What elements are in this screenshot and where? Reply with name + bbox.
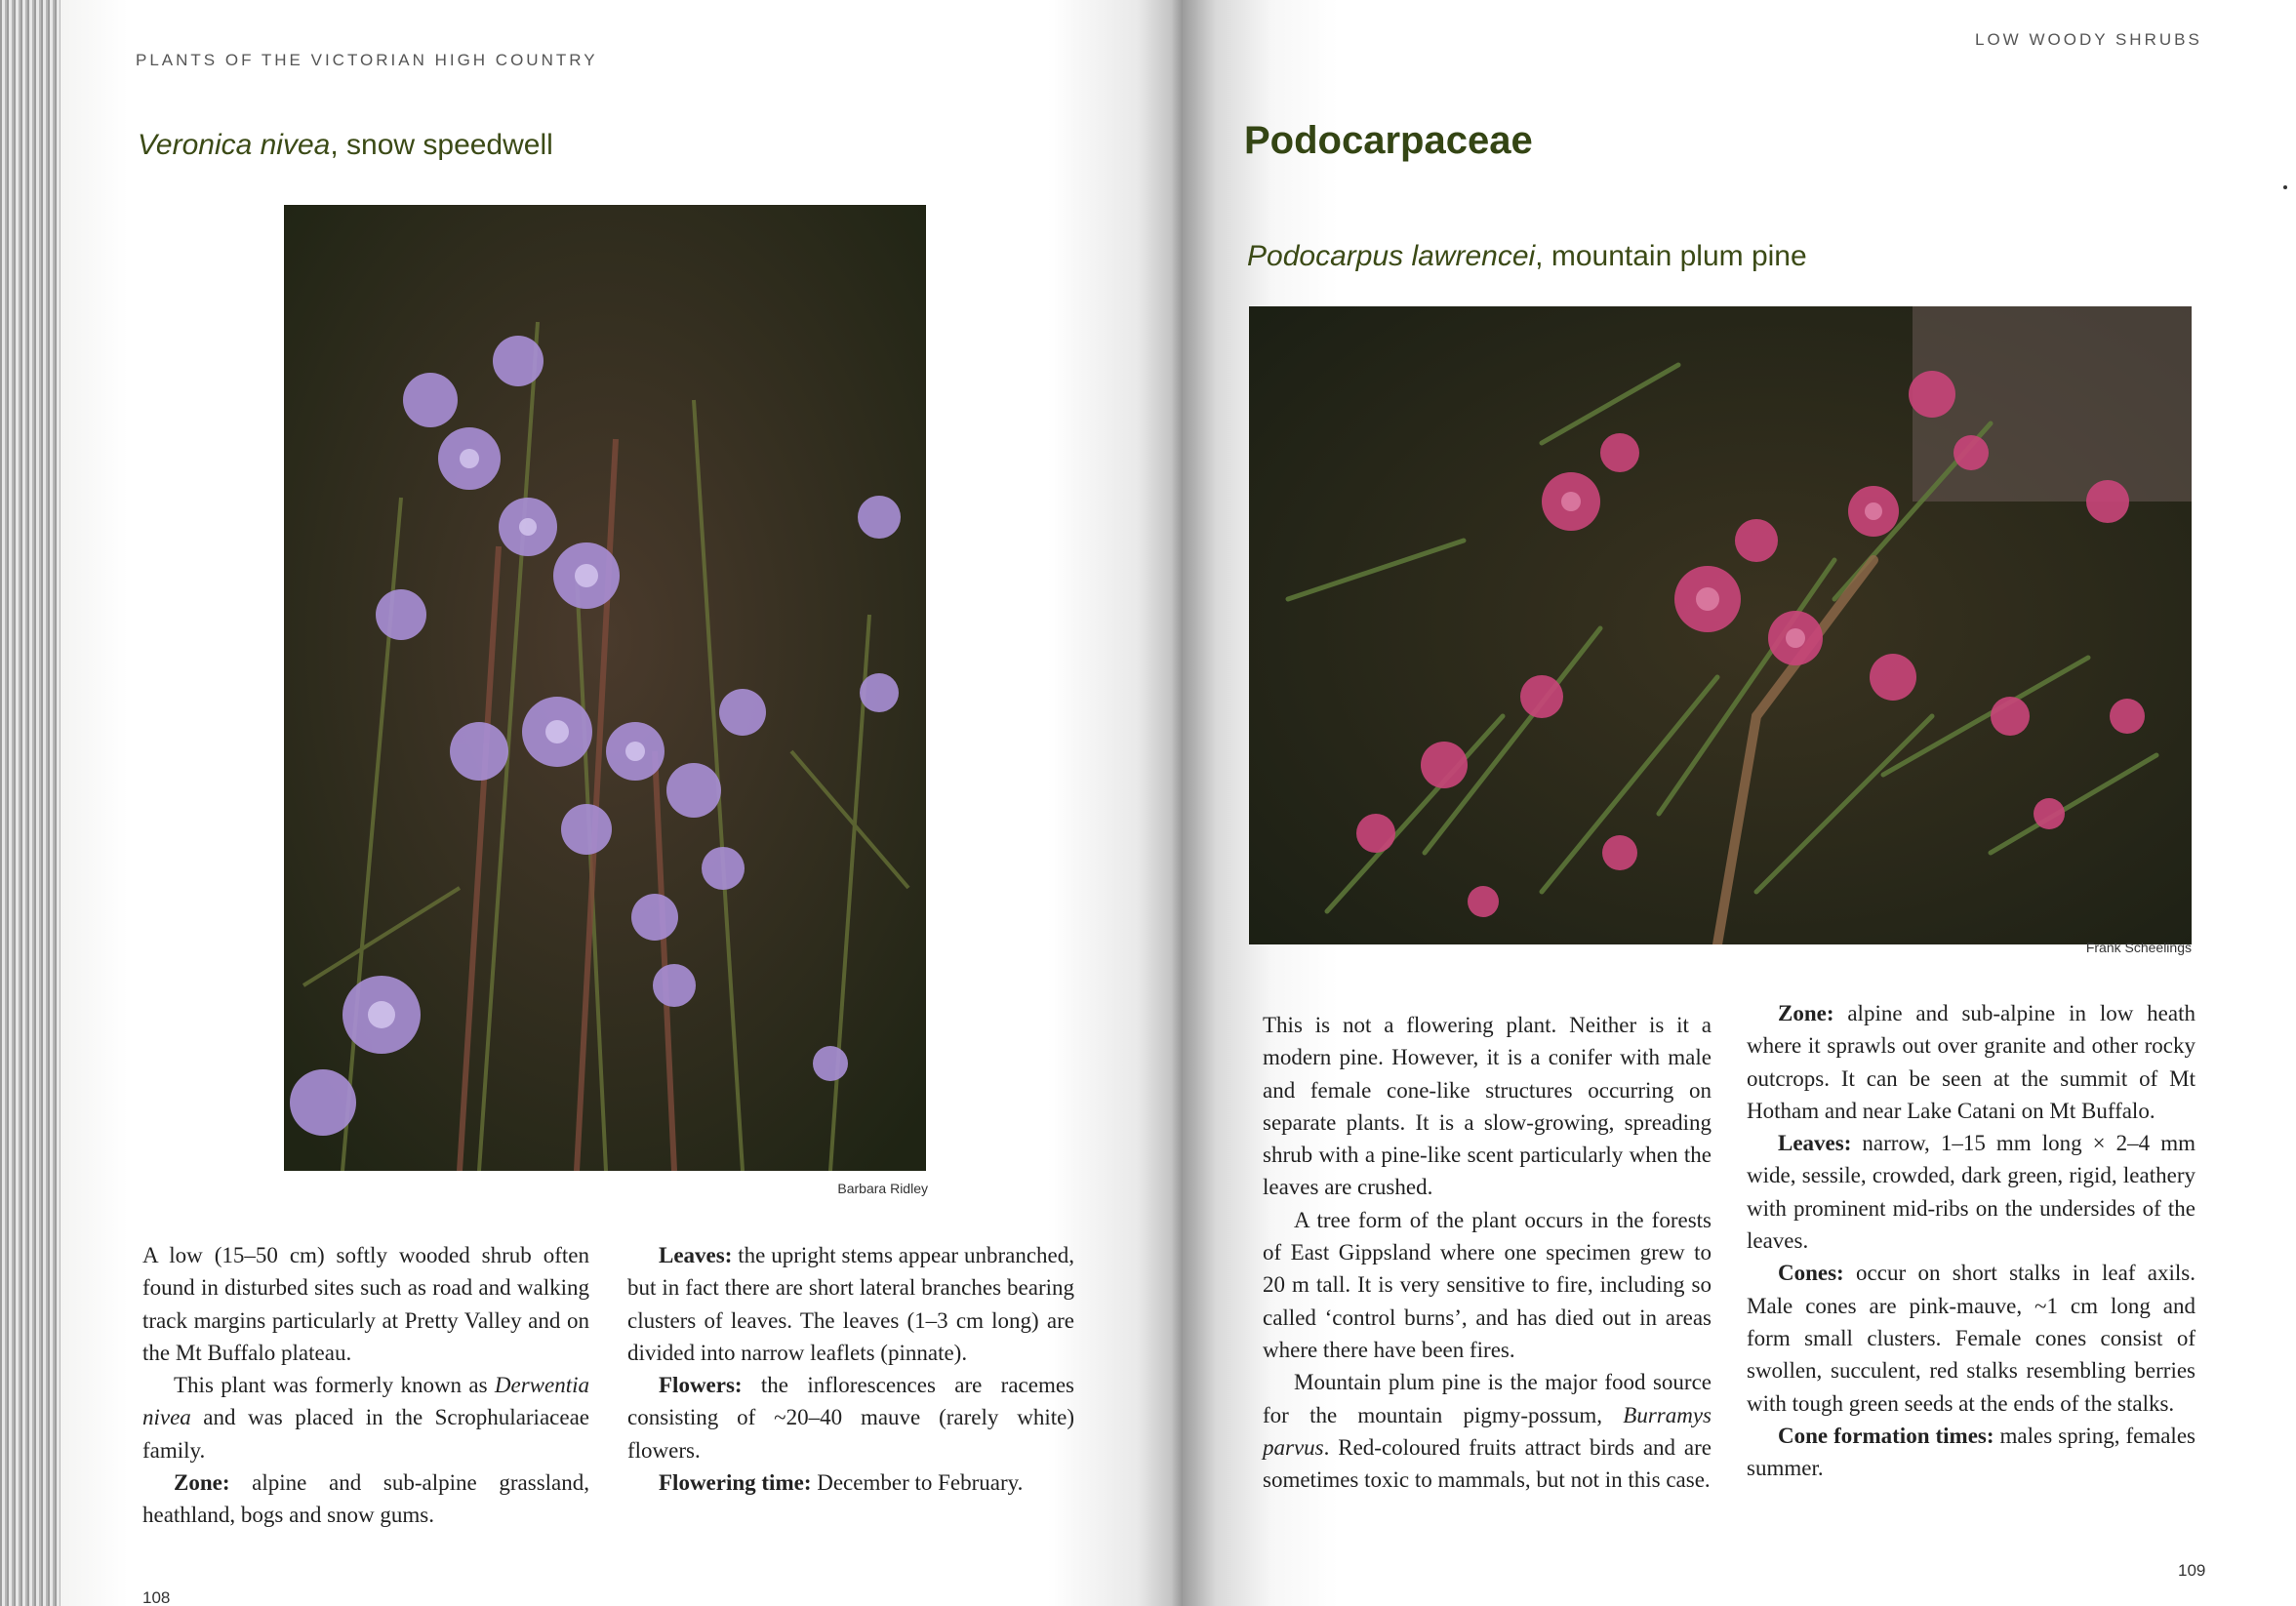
cones-label: Cones: — [1778, 1261, 1844, 1286]
running-head-left: PLANTS OF THE VICTORIAN HIGH COUNTRY — [136, 51, 598, 69]
text-column-right-1 — [1263, 1009, 1712, 1496]
text-column-left-2 — [627, 1239, 1074, 1499]
paragraph: A low (15–50 cm) softly wooded shrub often found in disturbed sites such as road and walking track margins particularly at Pretty Valley and on the Mt Buffalo plateau. — [142, 1243, 589, 1365]
flowering-time-label: Flowering time: — [659, 1470, 812, 1496]
text-column-right-2 — [1747, 997, 2195, 1484]
right-page — [1183, 0, 2296, 1606]
page-stack-edge — [0, 0, 60, 1606]
text-column-left-1 — [142, 1239, 589, 1532]
species-scientific-name: Veronica nivea — [138, 129, 331, 161]
zone-label: Zone: — [174, 1470, 230, 1496]
flowers-entry: Flowers: the inflorescences are racemes consisting of ~20–40 mauve (rarely white) flowers. — [627, 1373, 1074, 1463]
left-page — [60, 0, 1183, 1606]
flowers-label: Flowers: — [659, 1373, 743, 1398]
photo-credit-right: Frank Scheelings — [2085, 940, 2192, 955]
zone-entry: Zone: alpine and sub-alpine grassland, heathland, bogs and snow gums. — [142, 1470, 589, 1528]
leaves-entry: Leaves: the upright stems appear unbranched, but in fact there are short lateral branches bearing clusters of leaves. The leaves (1–3 cm long) are divided into narrow leaflets (pinnate). — [627, 1243, 1074, 1365]
family-heading: Podocarpaceae — [1244, 119, 1533, 162]
veronica-photo — [284, 205, 926, 1171]
zone-entry: Zone: alpine and sub-alpine in low heath where it sprawls out over granite and other rocky outcrops. It can be seen at the summit of Mt Hotham and near Lake Catani on Mt Buffalo. — [1747, 1001, 2195, 1123]
paragraph: Mountain plum pine is the major food source for the mountain pigmy-possum, Burramys parvus. Red-coloured fruits attract birds and are sometimes toxic to mammals, but not in this case. — [1263, 1370, 1712, 1493]
podocarpus-photo — [1249, 306, 2192, 944]
leaves-label: Leaves: — [659, 1243, 733, 1267]
page-number-right: 109 — [2178, 1561, 2206, 1580]
species-common-name: , mountain plum pine — [1535, 240, 1807, 272]
species-title-right — [1247, 240, 1807, 273]
species-scientific-name: Podocarpus lawrencei — [1247, 240, 1536, 272]
paragraph: This plant was formerly known as Derwentia nivea and was placed in the Scrophulariaceae family. — [142, 1373, 589, 1463]
veronica-photo-illustration — [284, 205, 926, 1171]
photo-credit-left: Barbara Ridley — [837, 1181, 928, 1196]
cones-entry: Cones: occur on short stalks in leaf axils. Male cones are pink-mauve, ~1 cm long and form small clusters. Female cones consist of swollen, succulent, red stalks resembling berries with tough green seeds at the ends of the stalks. — [1747, 1261, 2195, 1416]
paragraph: This is not a flowering plant. Neither is it a modern pine. However, it is a conifer with male and female cone-like structures occurring on separate plants. It is a slow-growing, spreading shrub with a pine-like scent particularly when the leaves are crushed. — [1263, 1013, 1712, 1200]
paragraph: A tree form of the plant occurs in the forests of East Gippsland where one specimen grew to 20 m tall. It is very sensitive to fire, including so called ‘control burns’, and has died out in areas where there have been fires. — [1263, 1207, 1712, 1362]
page-number-left: 108 — [142, 1588, 171, 1606]
podocarpus-photo-illustration — [1249, 306, 2192, 944]
species-common-name: , snow speedwell — [330, 129, 553, 161]
zone-label: Zone: — [1778, 1001, 1834, 1025]
cone-formation-times-label: Cone formation times: — [1778, 1423, 1994, 1448]
leaves-label: Leaves: — [1778, 1131, 1852, 1156]
margin-mark — [2283, 185, 2287, 189]
species-title-left — [138, 129, 553, 162]
flowering-time-entry: Flowering time: December to February. — [659, 1470, 1024, 1496]
cone-formation-times-entry: Cone formation times: males spring, females summer. — [1747, 1423, 2195, 1481]
leaves-entry: Leaves: narrow, 1–15 mm long × 2–4 mm wide, sessile, crowded, dark green, rigid, leathery with prominent mid-ribs on the undersides of the leaves. — [1747, 1131, 2195, 1254]
running-head-right: LOW WOODY SHRUBS — [1975, 30, 2202, 49]
